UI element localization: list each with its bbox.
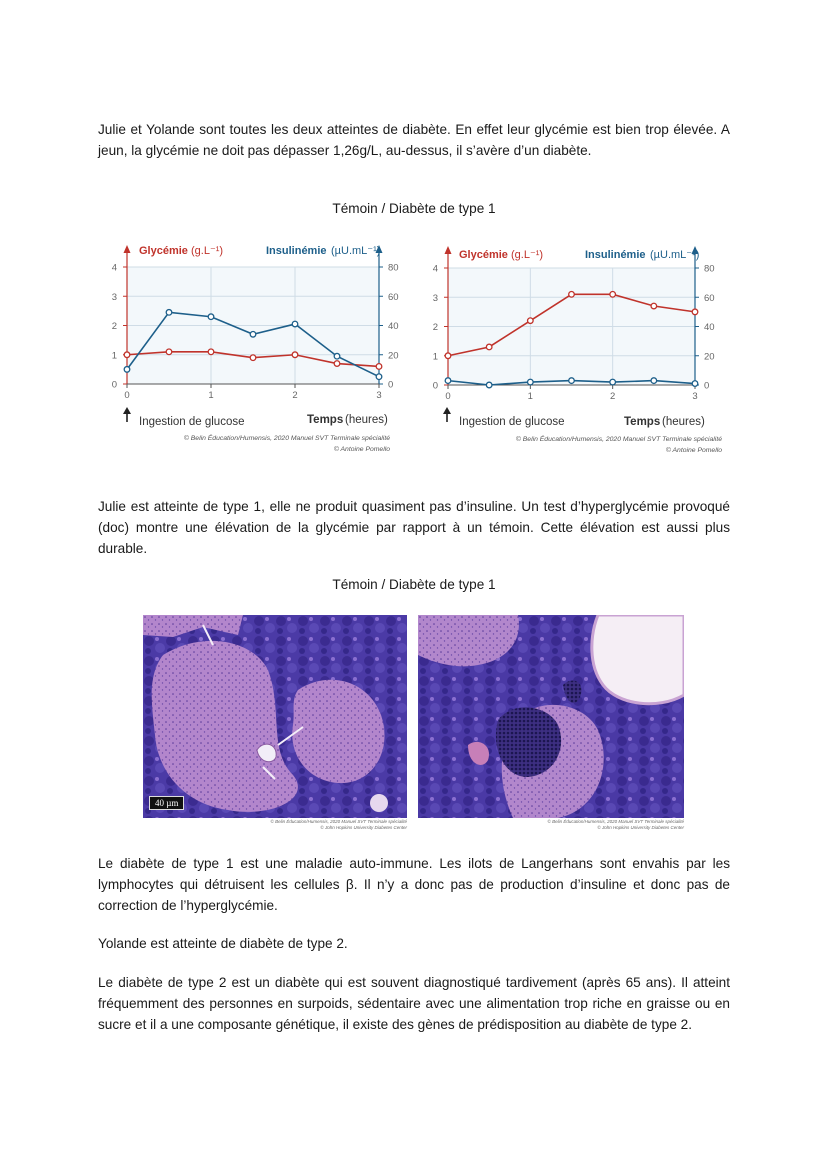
ingestion-label: Ingestion de glucose [459, 416, 565, 428]
x-tick-label: 1 [527, 391, 533, 402]
chart-temoin [106, 232, 416, 457]
x-tick-label: 2 [610, 391, 616, 402]
micrograph-credit-temoin: © Belin Éducation/Humensis, 2020 Manuel SVT Terminale spécialité © John Hopkins University Diabetes Center [270, 819, 407, 830]
glycemia-data-point [528, 318, 534, 324]
yolande-paragraph: Yolande est atteinte de diabète de type 2. [98, 936, 348, 951]
y-left-tick-label: 1 [432, 351, 438, 363]
ingestion-label: Ingestion de glucose [139, 416, 245, 428]
glycemia-data-point [610, 292, 616, 298]
x-tick-label: 3 [376, 390, 382, 401]
y-right-tick-label: 40 [704, 322, 715, 333]
insulin-data-point [610, 379, 616, 385]
glycemia-axis-title: Glycémie [459, 249, 508, 261]
x-axis-title: Temps [624, 416, 661, 428]
glycemia-data-point [445, 353, 451, 359]
glycemia-data-point [250, 355, 256, 361]
glycemia-axis-arrow [124, 245, 131, 253]
glycemia-data-point [166, 349, 172, 355]
y-left-tick-label: 4 [432, 263, 438, 275]
y-left-tick-label: 2 [432, 322, 438, 333]
y-left-tick-label: 1 [111, 350, 117, 362]
glycemia-axis-arrow [445, 246, 452, 254]
y-left-tick-label: 0 [111, 379, 117, 391]
y-right-tick-label: 20 [704, 351, 715, 363]
chart-credit-1: © Belin Éducation/Humensis, 2020 Manuel SVT Terminale spécialité [515, 436, 722, 443]
micrographs-caption: Témoin / Diabète de type 1 [332, 577, 496, 592]
y-left-tick-label: 4 [111, 262, 117, 274]
insulin-data-point [166, 310, 172, 316]
scale-bar: 40 µm [149, 796, 184, 810]
insulin-axis-unit: (µU.mL⁻¹) [331, 245, 381, 257]
chart-diabete-type1 [426, 232, 736, 457]
glycemia-data-point [376, 364, 382, 370]
y-right-tick-label: 20 [388, 350, 399, 362]
y-right-tick-label: 60 [704, 292, 715, 304]
chart-credit-1: © Belin Éducation/Humensis, 2020 Manuel SVT Terminale spécialité [183, 435, 390, 442]
insulin-data-point [208, 314, 214, 320]
insulin-axis-unit: (µU.mL⁻¹) [650, 249, 700, 261]
y-right-tick-label: 80 [388, 262, 399, 274]
type1-paragraph: Le diabète de type 1 est une maladie auto-immune. Les ilots de Langerhans sont envahis par les lymphocytes qui détruisent les cellules β. Il n’y a donc pas de production d’insuline et donc pas de correction de l’hyperglycémie. [98, 856, 730, 913]
type2-paragraph: Le diabète de type 2 est un diabète qui est souvent diagnostiqué tardivement (après 65 ans). Il atteint fréquemment des personnes en surpoids, sédentaire avec une alimentation trop riche en graisse ou en sucre et il a une composante génétique, il existe des gènes de prédisposition au diabète de type 2. [98, 975, 730, 1032]
insulin-axis-title: Insulinémie [585, 249, 646, 261]
x-tick-label: 1 [208, 390, 214, 401]
insulin-data-point [292, 321, 298, 327]
glycemia-data-point [208, 349, 214, 355]
micrograph-temoin [143, 615, 407, 818]
chart-diabete-type1-svg [426, 232, 736, 457]
charts-caption: Témoin / Diabète de type 1 [332, 201, 496, 216]
chart-credit-2: © Antoine Pomello [333, 446, 390, 453]
insulin-data-point [569, 378, 575, 384]
micrograph-diabete-type1-image [418, 615, 684, 818]
x-axis-unit: (heures) [662, 416, 705, 428]
insulin-data-point [692, 381, 698, 387]
glycemia-axis-unit: (g.L⁻¹) [511, 249, 544, 261]
glucose-arrow [123, 407, 131, 422]
x-tick-label: 2 [292, 390, 298, 401]
glycemia-data-point [651, 303, 657, 309]
insulin-data-point [651, 378, 657, 384]
y-left-tick-label: 2 [111, 321, 117, 332]
glycemia-data-point [124, 352, 130, 358]
insulin-data-point [124, 367, 130, 373]
y-left-tick-label: 3 [432, 292, 438, 304]
glycemia-data-point [334, 361, 340, 367]
y-left-tick-label: 0 [432, 380, 438, 392]
insulin-data-point [528, 379, 534, 385]
chart-temoin-svg [106, 232, 416, 457]
x-tick-label: 0 [445, 391, 451, 402]
x-axis-unit: (heures) [345, 414, 388, 426]
glycemia-data-point [292, 352, 298, 358]
chart-credit-2: © Antoine Pomello [665, 447, 722, 454]
micrograph-temoin-image [143, 615, 407, 818]
y-right-tick-label: 60 [388, 291, 399, 303]
x-tick-label: 3 [692, 391, 698, 402]
insulin-data-point [445, 378, 451, 384]
insulin-axis-title: Insulinémie [266, 245, 327, 257]
micrograph-diabete-type1 [418, 615, 684, 818]
insulin-data-point [250, 331, 256, 337]
y-right-tick-label: 40 [388, 321, 399, 332]
glycemia-axis-unit: (g.L⁻¹) [191, 245, 224, 257]
insulin-data-point [486, 382, 492, 388]
julie-paragraph: Julie est atteinte de type 1, elle ne produit quasiment pas d’insuline. Un test d’hyperglycémie provoqué (doc) montre une élévation de la glycémie par rapport à un témoin. Cette élévation est aussi plus durable. [98, 499, 730, 556]
y-right-tick-label: 80 [704, 263, 715, 275]
x-axis-title: Temps [307, 414, 344, 426]
glycemia-data-point [569, 292, 575, 298]
y-left-tick-label: 3 [111, 291, 117, 303]
glycemia-data-point [692, 309, 698, 315]
x-tick-label: 0 [124, 390, 130, 401]
y-right-tick-label: 0 [388, 379, 394, 391]
y-right-tick-label: 0 [704, 380, 710, 392]
glycemia-axis-title: Glycémie [139, 245, 188, 257]
micrograph-credit-diabete: © Belin Éducation/Humensis, 2020 Manuel SVT Terminale spécialité © John Hopkins University Diabetes Center [547, 819, 684, 830]
insulin-data-point [334, 353, 340, 359]
intro-paragraph: Julie et Yolande sont toutes les deux atteintes de diabète. En effet leur glycémie est bien trop élevée. A jeun, la glycémie ne doit pas dépasser 1,26g/L, au-dessus, il s’avère d’un diabète. [98, 122, 730, 158]
insulin-data-point [376, 374, 382, 380]
glucose-arrow [443, 407, 451, 422]
glycemia-data-point [486, 344, 492, 350]
